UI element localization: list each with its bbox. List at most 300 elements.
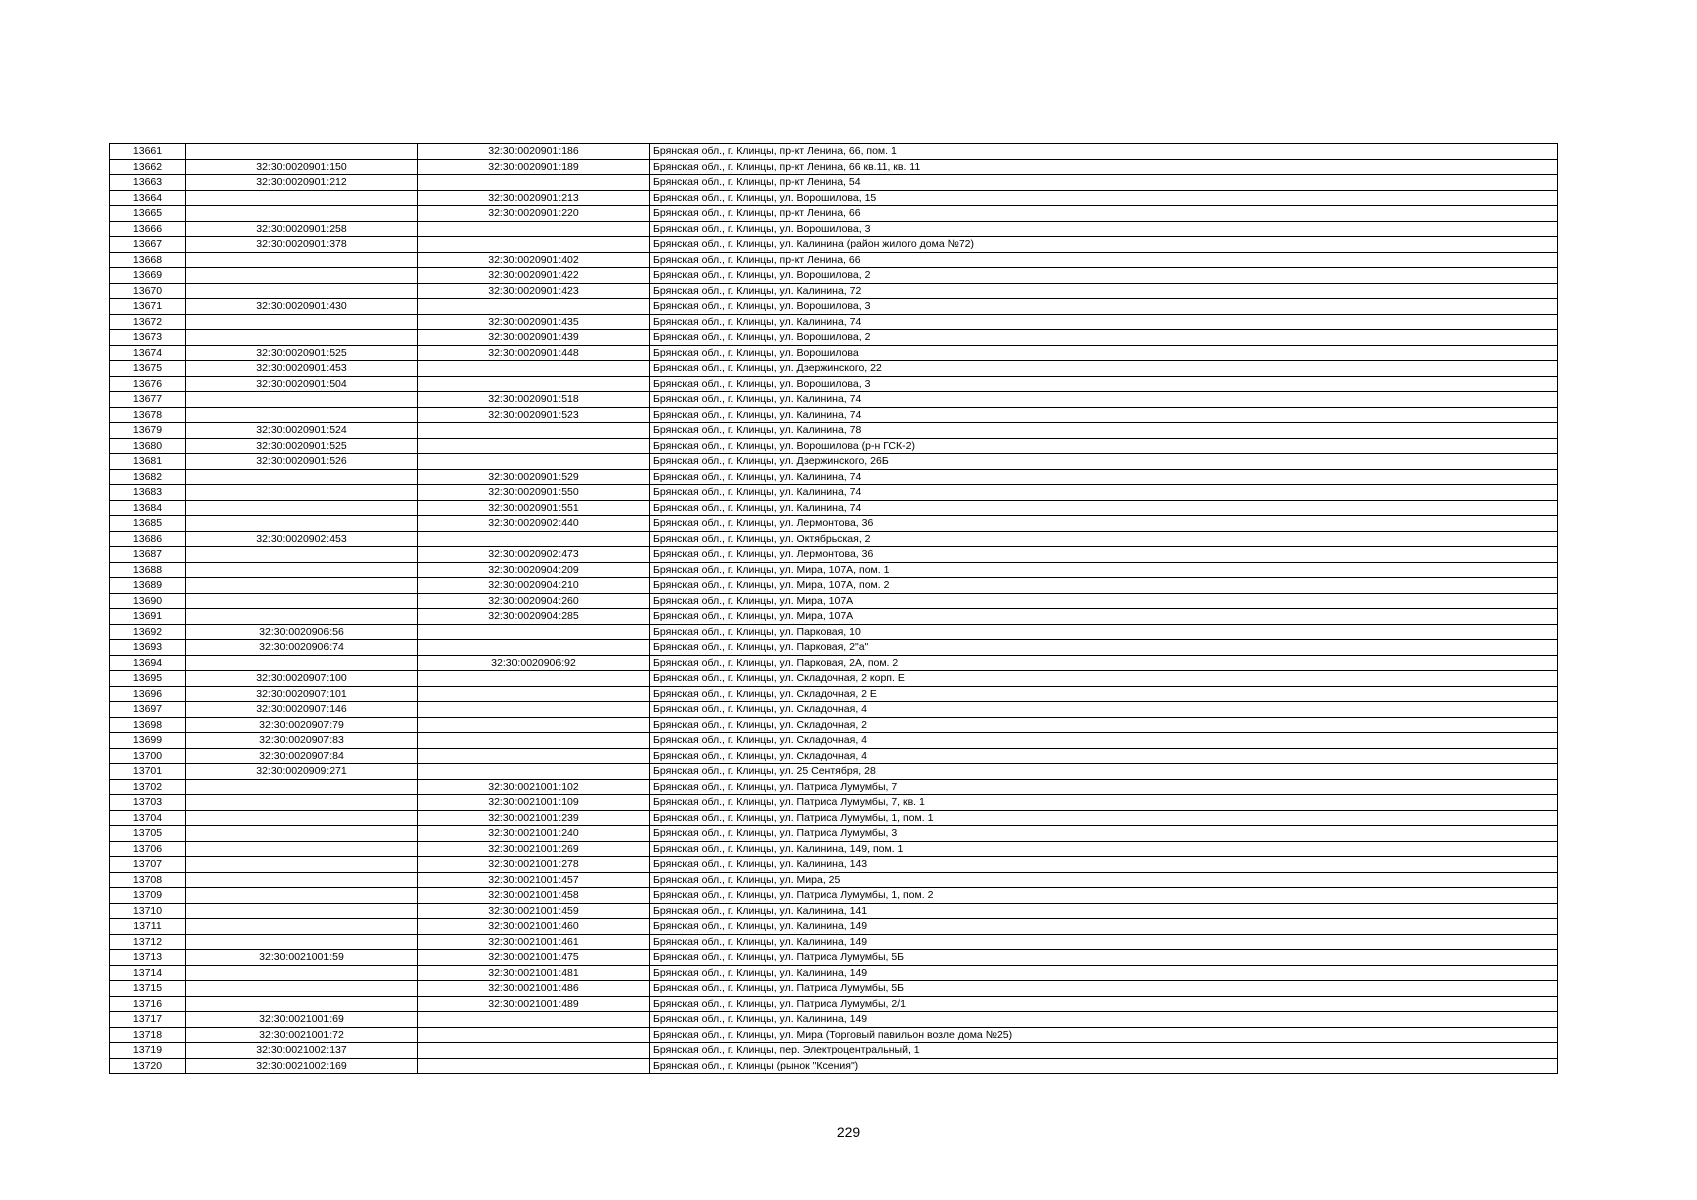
cadastral-number-cell [186, 392, 418, 408]
address-cell: Брянская обл., г. Клинцы, ул. Мира, 107А [650, 609, 1558, 625]
table-row [110, 624, 1558, 640]
linked-cadastral-number-cell: 32:30:0021001:109 [418, 795, 650, 811]
address-cell: Брянская обл., г. Клинцы, ул. Калинина, 74 [650, 392, 1558, 408]
cadastral-number-cell [186, 206, 418, 222]
row-number-cell: 13666 [110, 221, 186, 237]
linked-cadastral-number-cell [418, 221, 650, 237]
address-cell: Брянская обл., г. Клинцы, ул. Ворошилова, 3 [650, 376, 1558, 392]
table-row [110, 500, 1558, 516]
cadastral-number-cell [186, 144, 418, 160]
row-number-cell: 13692 [110, 624, 186, 640]
cadastral-number-cell [186, 888, 418, 904]
table-row [110, 299, 1558, 315]
address-cell: Брянская обл., г. Клинцы, ул. Калинина, 74 [650, 314, 1558, 330]
linked-cadastral-number-cell [418, 237, 650, 253]
linked-cadastral-number-cell: 32:30:0020904:260 [418, 593, 650, 609]
row-number-cell: 13661 [110, 144, 186, 160]
table-row [110, 748, 1558, 764]
table-row [110, 283, 1558, 299]
linked-cadastral-number-cell: 32:30:0020901:423 [418, 283, 650, 299]
cadastral-number-cell [186, 190, 418, 206]
cadastral-number-cell: 32:30:0020907:100 [186, 671, 418, 687]
cadastral-number-cell [186, 330, 418, 346]
address-cell: Брянская обл., г. Клинцы, ул. Мира, 107А, пом. 1 [650, 562, 1558, 578]
cadastral-number-cell: 32:30:0020907:79 [186, 717, 418, 733]
table-row [110, 764, 1558, 780]
address-cell: Брянская обл., г. Клинцы, пер. Электроцентральный, 1 [650, 1043, 1558, 1059]
row-number-cell: 13662 [110, 159, 186, 175]
linked-cadastral-number-cell: 32:30:0020901:523 [418, 407, 650, 423]
linked-cadastral-number-cell [418, 624, 650, 640]
linked-cadastral-number-cell [418, 671, 650, 687]
cadastral-number-cell: 32:30:0020901:430 [186, 299, 418, 315]
row-number-cell: 13706 [110, 841, 186, 857]
row-number-cell: 13703 [110, 795, 186, 811]
table-row [110, 330, 1558, 346]
row-number-cell: 13710 [110, 903, 186, 919]
table-row [110, 438, 1558, 454]
table-row [110, 547, 1558, 563]
cadastral-number-cell [186, 609, 418, 625]
linked-cadastral-number-cell [418, 361, 650, 377]
cadastral-number-cell [186, 826, 418, 842]
linked-cadastral-number-cell: 32:30:0021001:278 [418, 857, 650, 873]
cadastral-number-cell: 32:30:0020901:526 [186, 454, 418, 470]
cadastral-number-cell: 32:30:0020901:378 [186, 237, 418, 253]
row-number-cell: 13689 [110, 578, 186, 594]
row-number-cell: 13671 [110, 299, 186, 315]
address-cell: Брянская обл., г. Клинцы, ул. Ворошилова, 15 [650, 190, 1558, 206]
cadastral-number-cell [186, 547, 418, 563]
table-body [110, 144, 1558, 1074]
address-cell: Брянская обл., г. Клинцы, ул. Калинина, 149 [650, 919, 1558, 935]
table-row [110, 485, 1558, 501]
cadastral-number-cell [186, 485, 418, 501]
linked-cadastral-number-cell: 32:30:0021001:102 [418, 779, 650, 795]
linked-cadastral-number-cell: 32:30:0021001:475 [418, 950, 650, 966]
table-row [110, 919, 1558, 935]
row-number-cell: 13667 [110, 237, 186, 253]
table-row [110, 345, 1558, 361]
address-cell: Брянская обл., г. Клинцы, ул. Калинина, 74 [650, 485, 1558, 501]
address-cell: Брянская обл., г. Клинцы, ул. Калинина, 149 [650, 965, 1558, 981]
address-cell: Брянская обл., г. Клинцы, ул. Складочная, 4 [650, 748, 1558, 764]
cadastral-number-cell [186, 655, 418, 671]
table-row [110, 1027, 1558, 1043]
cadastral-number-cell [186, 407, 418, 423]
register-table [109, 143, 1558, 1074]
cadastral-number-cell [186, 500, 418, 516]
table-row [110, 841, 1558, 857]
address-cell: Брянская обл., г. Клинцы, ул. Патриса Лумумбы, 5Б [650, 981, 1558, 997]
cadastral-number-cell [186, 919, 418, 935]
table-row [110, 423, 1558, 439]
address-cell: Брянская обл., г. Клинцы, ул. Калинина, 74 [650, 469, 1558, 485]
address-cell: Брянская обл., г. Клинцы, ул. Патриса Лумумбы, 7 [650, 779, 1558, 795]
row-number-cell: 13669 [110, 268, 186, 284]
row-number-cell: 13717 [110, 1012, 186, 1028]
table-row [110, 702, 1558, 718]
row-number-cell: 13688 [110, 562, 186, 578]
row-number-cell: 13698 [110, 717, 186, 733]
address-cell: Брянская обл., г. Клинцы, ул. Калинина, 149 [650, 934, 1558, 950]
linked-cadastral-number-cell: 32:30:0020902:473 [418, 547, 650, 563]
row-number-cell: 13668 [110, 252, 186, 268]
table-row [110, 671, 1558, 687]
address-cell: Брянская обл., г. Клинцы, ул. Складочная, 4 [650, 702, 1558, 718]
table-row [110, 655, 1558, 671]
table-row [110, 733, 1558, 749]
cadastral-number-cell: 32:30:0020901:453 [186, 361, 418, 377]
address-cell: Брянская обл., г. Клинцы, ул. Калинина, 78 [650, 423, 1558, 439]
linked-cadastral-number-cell: 32:30:0021001:481 [418, 965, 650, 981]
address-cell: Брянская обл., г. Клинцы, пр-кт Ленина, 54 [650, 175, 1558, 191]
address-cell: Брянская обл., г. Клинцы, ул. Ворошилова (р-н ГСК-2) [650, 438, 1558, 454]
address-cell: Брянская обл., г. Клинцы, ул. Ворошилова, 2 [650, 330, 1558, 346]
table-row [110, 903, 1558, 919]
table-row [110, 640, 1558, 656]
table-row [110, 361, 1558, 377]
address-cell: Брянская обл., г. Клинцы, ул. Мира (Торговый павильон возле дома №25) [650, 1027, 1558, 1043]
linked-cadastral-number-cell [418, 299, 650, 315]
linked-cadastral-number-cell [418, 764, 650, 780]
row-number-cell: 13709 [110, 888, 186, 904]
cadastral-number-cell: 32:30:0020902:453 [186, 531, 418, 547]
row-number-cell: 13720 [110, 1058, 186, 1074]
row-number-cell: 13694 [110, 655, 186, 671]
cadastral-number-cell [186, 252, 418, 268]
table-row [110, 950, 1558, 966]
linked-cadastral-number-cell: 32:30:0021001:459 [418, 903, 650, 919]
row-number-cell: 13673 [110, 330, 186, 346]
address-cell: Брянская обл., г. Клинцы, пр-кт Ленина, 66, пом. 1 [650, 144, 1558, 160]
linked-cadastral-number-cell: 32:30:0020901:435 [418, 314, 650, 330]
row-number-cell: 13681 [110, 454, 186, 470]
cadastral-number-cell [186, 857, 418, 873]
table-row [110, 872, 1558, 888]
table-row [110, 1058, 1558, 1074]
table-row [110, 221, 1558, 237]
linked-cadastral-number-cell: 32:30:0020901:220 [418, 206, 650, 222]
row-number-cell: 13719 [110, 1043, 186, 1059]
address-cell: Брянская обл., г. Клинцы, ул. Патриса Лумумбы, 7, кв. 1 [650, 795, 1558, 811]
row-number-cell: 13687 [110, 547, 186, 563]
linked-cadastral-number-cell [418, 1058, 650, 1074]
linked-cadastral-number-cell: 32:30:0021001:458 [418, 888, 650, 904]
row-number-cell: 13711 [110, 919, 186, 935]
table-row [110, 934, 1558, 950]
address-cell: Брянская обл., г. Клинцы, ул. Патриса Лумумбы, 1, пом. 2 [650, 888, 1558, 904]
address-cell: Брянская обл., г. Клинцы, ул. Октябрьская, 2 [650, 531, 1558, 547]
linked-cadastral-number-cell: 32:30:0020901:551 [418, 500, 650, 516]
address-cell: Брянская обл., г. Клинцы, пр-кт Ленина, 66 [650, 206, 1558, 222]
cadastral-number-cell [186, 903, 418, 919]
address-cell: Брянская обл., г. Клинцы, ул. Парковая, 10 [650, 624, 1558, 640]
table-row [110, 237, 1558, 253]
row-number-cell: 13684 [110, 500, 186, 516]
linked-cadastral-number-cell: 32:30:0020904:285 [418, 609, 650, 625]
row-number-cell: 13693 [110, 640, 186, 656]
cadastral-number-cell [186, 841, 418, 857]
cadastral-number-cell [186, 934, 418, 950]
address-cell: Брянская обл., г. Клинцы, ул. Ворошилова, 2 [650, 268, 1558, 284]
row-number-cell: 13676 [110, 376, 186, 392]
linked-cadastral-number-cell: 32:30:0020901:518 [418, 392, 650, 408]
table-row [110, 857, 1558, 873]
row-number-cell: 13663 [110, 175, 186, 191]
table-row [110, 826, 1558, 842]
cadastral-number-cell: 32:30:0021001:69 [186, 1012, 418, 1028]
table-row [110, 562, 1558, 578]
cadastral-number-cell [186, 268, 418, 284]
table-row [110, 454, 1558, 470]
cadastral-number-cell [186, 981, 418, 997]
row-number-cell: 13700 [110, 748, 186, 764]
cadastral-number-cell [186, 593, 418, 609]
address-cell: Брянская обл., г. Клинцы, ул. Калинина, 141 [650, 903, 1558, 919]
cadastral-number-cell [186, 314, 418, 330]
address-cell: Брянская обл., г. Клинцы, ул. 25 Сентября, 28 [650, 764, 1558, 780]
cadastral-number-cell [186, 795, 418, 811]
linked-cadastral-number-cell: 32:30:0021001:457 [418, 872, 650, 888]
row-number-cell: 13705 [110, 826, 186, 842]
row-number-cell: 13702 [110, 779, 186, 795]
row-number-cell: 13690 [110, 593, 186, 609]
table-row [110, 810, 1558, 826]
address-cell: Брянская обл., г. Клинцы, ул. Складочная, 4 [650, 733, 1558, 749]
linked-cadastral-number-cell [418, 376, 650, 392]
address-cell: Брянская обл., г. Клинцы, пр-кт Ленина, 66 [650, 252, 1558, 268]
address-cell: Брянская обл., г. Клинцы, ул. Калинина, 149 [650, 1012, 1558, 1028]
linked-cadastral-number-cell: 32:30:0020904:209 [418, 562, 650, 578]
table-row [110, 531, 1558, 547]
row-number-cell: 13670 [110, 283, 186, 299]
row-number-cell: 13713 [110, 950, 186, 966]
cadastral-number-cell: 32:30:0020901:258 [186, 221, 418, 237]
row-number-cell: 13718 [110, 1027, 186, 1043]
row-number-cell: 13695 [110, 671, 186, 687]
cadastral-number-cell: 32:30:0020906:56 [186, 624, 418, 640]
row-number-cell: 13682 [110, 469, 186, 485]
table-row [110, 981, 1558, 997]
address-cell: Брянская обл., г. Клинцы, ул. Дзержинского, 22 [650, 361, 1558, 377]
linked-cadastral-number-cell: 32:30:0020901:189 [418, 159, 650, 175]
table-row [110, 965, 1558, 981]
cadastral-number-cell: 32:30:0020901:525 [186, 438, 418, 454]
row-number-cell: 13699 [110, 733, 186, 749]
address-cell: Брянская обл., г. Клинцы, ул. Мира, 107А [650, 593, 1558, 609]
address-cell: Брянская обл., г. Клинцы, ул. Мира, 107А, пом. 2 [650, 578, 1558, 594]
row-number-cell: 13675 [110, 361, 186, 377]
row-number-cell: 13677 [110, 392, 186, 408]
linked-cadastral-number-cell [418, 423, 650, 439]
address-cell: Брянская обл., г. Клинцы, ул. Патриса Лумумбы, 5Б [650, 950, 1558, 966]
linked-cadastral-number-cell: 32:30:0021001:489 [418, 996, 650, 1012]
table-row [110, 996, 1558, 1012]
linked-cadastral-number-cell: 32:30:0020901:529 [418, 469, 650, 485]
table-row [110, 206, 1558, 222]
cadastral-number-cell [186, 578, 418, 594]
linked-cadastral-number-cell: 32:30:0020901:550 [418, 485, 650, 501]
cadastral-number-cell: 32:30:0020901:212 [186, 175, 418, 191]
address-cell: Брянская обл., г. Клинцы, ул. Ворошилова, 3 [650, 299, 1558, 315]
cadastral-number-cell: 32:30:0020901:150 [186, 159, 418, 175]
linked-cadastral-number-cell [418, 531, 650, 547]
linked-cadastral-number-cell: 32:30:0020901:439 [418, 330, 650, 346]
row-number-cell: 13708 [110, 872, 186, 888]
table-row [110, 159, 1558, 175]
linked-cadastral-number-cell [418, 454, 650, 470]
linked-cadastral-number-cell [418, 1043, 650, 1059]
cadastral-number-cell [186, 996, 418, 1012]
cadastral-number-cell: 32:30:0020901:525 [186, 345, 418, 361]
cadastral-number-cell: 32:30:0021002:137 [186, 1043, 418, 1059]
cadastral-number-cell: 32:30:0020901:524 [186, 423, 418, 439]
row-number-cell: 13697 [110, 702, 186, 718]
table-row [110, 779, 1558, 795]
row-number-cell: 13680 [110, 438, 186, 454]
address-cell: Брянская обл., г. Клинцы, пр-кт Ленина, 66 кв.11, кв. 11 [650, 159, 1558, 175]
row-number-cell: 13691 [110, 609, 186, 625]
cadastral-number-cell [186, 810, 418, 826]
table-row [110, 268, 1558, 284]
address-cell: Брянская обл., г. Клинцы, ул. Парковая, 2"а" [650, 640, 1558, 656]
row-number-cell: 13686 [110, 531, 186, 547]
address-cell: Брянская обл., г. Клинцы, ул. Патриса Лумумбы, 3 [650, 826, 1558, 842]
address-cell: Брянская обл., г. Клинцы, ул. Патриса Лумумбы, 1, пом. 1 [650, 810, 1558, 826]
table-row [110, 469, 1558, 485]
address-cell: Брянская обл., г. Клинцы, ул. Дзержинского, 26Б [650, 454, 1558, 470]
row-number-cell: 13679 [110, 423, 186, 439]
table-row [110, 717, 1558, 733]
table-row [110, 795, 1558, 811]
row-number-cell: 13701 [110, 764, 186, 780]
address-cell: Брянская обл., г. Клинцы, ул. Калинина, 143 [650, 857, 1558, 873]
linked-cadastral-number-cell [418, 1012, 650, 1028]
table-row [110, 578, 1558, 594]
address-cell: Брянская обл., г. Клинцы, ул. Ворошилова, 3 [650, 221, 1558, 237]
row-number-cell: 13707 [110, 857, 186, 873]
cadastral-number-cell: 32:30:0020907:146 [186, 702, 418, 718]
address-cell: Брянская обл., г. Клинцы, ул. Лермонтова, 36 [650, 547, 1558, 563]
linked-cadastral-number-cell: 32:30:0021001:239 [418, 810, 650, 826]
page-number: 229 [836, 1124, 861, 1140]
table-row [110, 516, 1558, 532]
address-cell: Брянская обл., г. Клинцы, ул. Калинина (район жилого дома №72) [650, 237, 1558, 253]
cadastral-number-cell [186, 779, 418, 795]
cadastral-number-cell: 32:30:0020907:101 [186, 686, 418, 702]
row-number-cell: 13672 [110, 314, 186, 330]
row-number-cell: 13678 [110, 407, 186, 423]
table-row [110, 175, 1558, 191]
linked-cadastral-number-cell: 32:30:0020902:440 [418, 516, 650, 532]
row-number-cell: 13683 [110, 485, 186, 501]
table-row [110, 392, 1558, 408]
cadastral-number-cell: 32:30:0020901:504 [186, 376, 418, 392]
cadastral-number-cell: 32:30:0021002:169 [186, 1058, 418, 1074]
table-row [110, 593, 1558, 609]
row-number-cell: 13696 [110, 686, 186, 702]
linked-cadastral-number-cell: 32:30:0020901:422 [418, 268, 650, 284]
cadastral-number-cell: 32:30:0020906:74 [186, 640, 418, 656]
address-cell: Брянская обл., г. Клинцы, ул. Ворошилова [650, 345, 1558, 361]
table-row [110, 190, 1558, 206]
linked-cadastral-number-cell: 32:30:0021001:240 [418, 826, 650, 842]
address-cell: Брянская обл., г. Клинцы, ул. Лермонтова, 36 [650, 516, 1558, 532]
linked-cadastral-number-cell: 32:30:0021001:486 [418, 981, 650, 997]
linked-cadastral-number-cell [418, 702, 650, 718]
table-row [110, 252, 1558, 268]
cadastral-number-cell [186, 965, 418, 981]
address-cell: Брянская обл., г. Клинцы, ул. Складочная, 2 [650, 717, 1558, 733]
table-row [110, 1012, 1558, 1028]
table-row [110, 609, 1558, 625]
row-number-cell: 13712 [110, 934, 186, 950]
address-cell: Брянская обл., г. Клинцы, ул. Калинина, 74 [650, 407, 1558, 423]
table-row [110, 144, 1558, 160]
row-number-cell: 13674 [110, 345, 186, 361]
row-number-cell: 13716 [110, 996, 186, 1012]
address-cell: Брянская обл., г. Клинцы, ул. Калинина, 74 [650, 500, 1558, 516]
address-cell: Брянская обл., г. Клинцы, ул. Калинина, 72 [650, 283, 1558, 299]
address-cell: Брянская обл., г. Клинцы, ул. Калинина, 149, пом. 1 [650, 841, 1558, 857]
linked-cadastral-number-cell: 32:30:0021001:269 [418, 841, 650, 857]
linked-cadastral-number-cell: 32:30:0021001:461 [418, 934, 650, 950]
linked-cadastral-number-cell: 32:30:0021001:460 [418, 919, 650, 935]
linked-cadastral-number-cell [418, 640, 650, 656]
cadastral-number-cell: 32:30:0020907:83 [186, 733, 418, 749]
row-number-cell: 13714 [110, 965, 186, 981]
linked-cadastral-number-cell: 32:30:0020901:186 [418, 144, 650, 160]
row-number-cell: 13685 [110, 516, 186, 532]
linked-cadastral-number-cell [418, 733, 650, 749]
address-cell: Брянская обл., г. Клинцы, ул. Складочная, 2 Е [650, 686, 1558, 702]
cadastral-number-cell [186, 516, 418, 532]
cadastral-number-cell [186, 469, 418, 485]
cadastral-number-cell [186, 872, 418, 888]
linked-cadastral-number-cell: 32:30:0020904:210 [418, 578, 650, 594]
address-cell: Брянская обл., г. Клинцы (рынок "Ксения") [650, 1058, 1558, 1074]
table-row [110, 314, 1558, 330]
linked-cadastral-number-cell [418, 686, 650, 702]
cadastral-number-cell [186, 283, 418, 299]
row-number-cell: 13704 [110, 810, 186, 826]
table-row [110, 376, 1558, 392]
address-cell: Брянская обл., г. Клинцы, ул. Парковая, 2А, пом. 2 [650, 655, 1558, 671]
table-row [110, 407, 1558, 423]
linked-cadastral-number-cell [418, 438, 650, 454]
cadastral-number-cell: 32:30:0021001:59 [186, 950, 418, 966]
address-cell: Брянская обл., г. Клинцы, ул. Патриса Лумумбы, 2/1 [650, 996, 1558, 1012]
address-cell: Брянская обл., г. Клинцы, ул. Складочная, 2 корп. Е [650, 671, 1558, 687]
linked-cadastral-number-cell [418, 175, 650, 191]
cadastral-number-cell: 32:30:0021001:72 [186, 1027, 418, 1043]
table-row [110, 686, 1558, 702]
linked-cadastral-number-cell [418, 1027, 650, 1043]
linked-cadastral-number-cell [418, 717, 650, 733]
cadastral-number-cell [186, 562, 418, 578]
row-number-cell: 13715 [110, 981, 186, 997]
linked-cadastral-number-cell: 32:30:0020901:213 [418, 190, 650, 206]
linked-cadastral-number-cell [418, 748, 650, 764]
row-number-cell: 13664 [110, 190, 186, 206]
table-row [110, 888, 1558, 904]
linked-cadastral-number-cell: 32:30:0020901:448 [418, 345, 650, 361]
address-cell: Брянская обл., г. Клинцы, ул. Мира, 25 [650, 872, 1558, 888]
linked-cadastral-number-cell: 32:30:0020906:92 [418, 655, 650, 671]
cadastral-number-cell: 32:30:0020907:84 [186, 748, 418, 764]
table-row [110, 1043, 1558, 1059]
